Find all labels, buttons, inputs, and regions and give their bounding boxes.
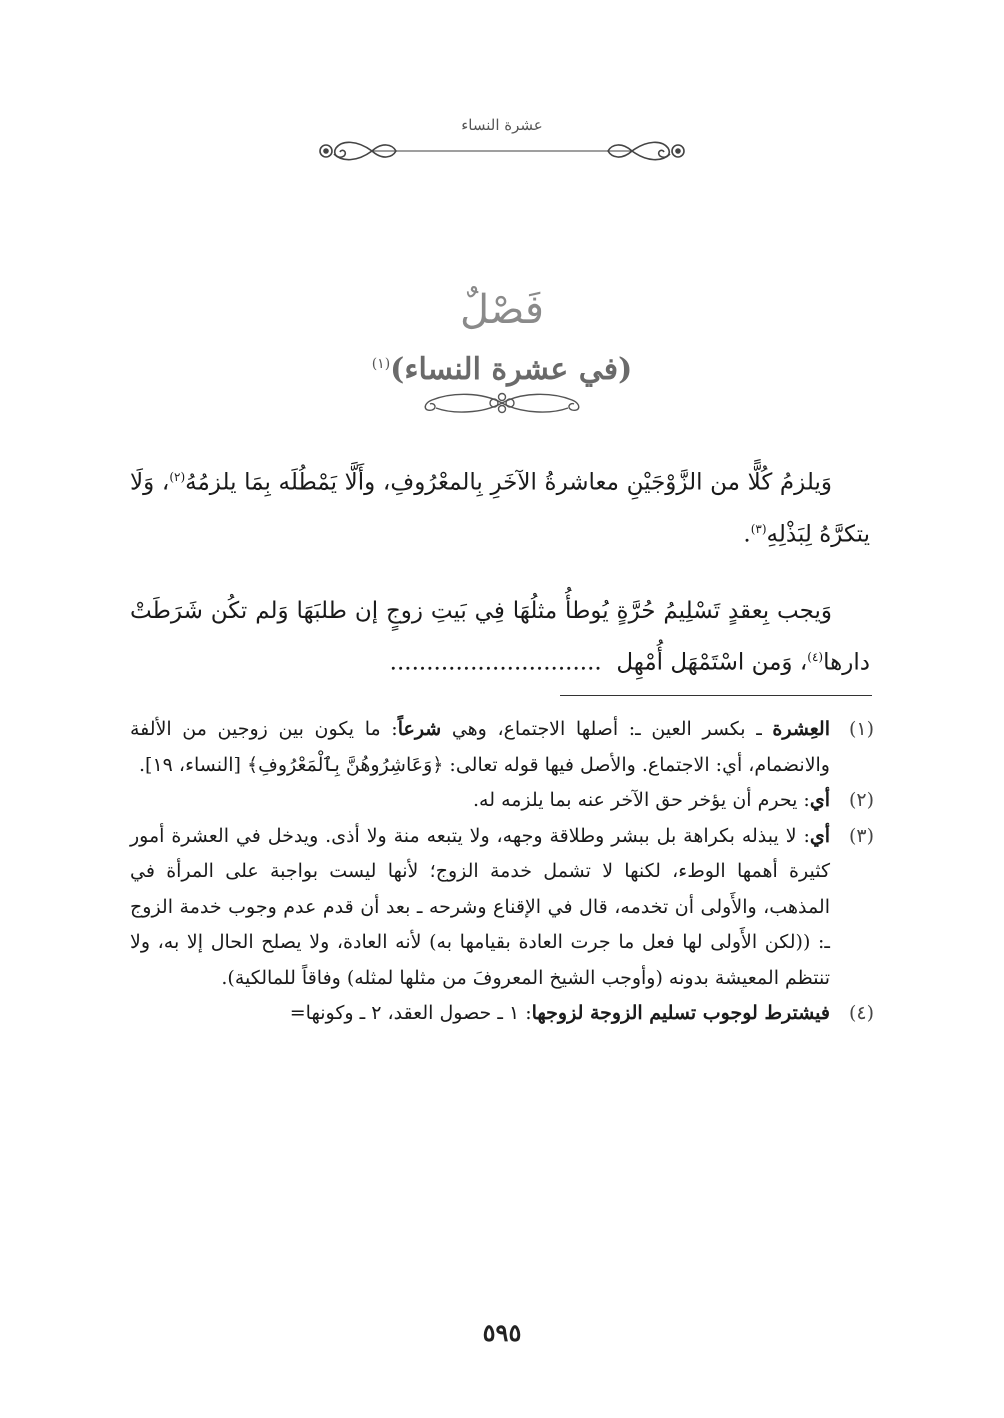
continuation-dots: .............................	[389, 649, 602, 676]
section-subtitle-text: (في عشرة النساء)	[390, 352, 633, 387]
footnote-4	[130, 996, 874, 1032]
footnote-body: : لا يبذله بكراهة بل ببشر وطلاقة وجهه، ولا يتبعه منة ولا أذى. ويدخل في العشرة أمور كثيرة أهمها الوطء، لكنها لا تشمل خدمة الزوج؛ لأنها ليست بواجبة على المرأة في المذهب، والأَولى أن تخدمه، قال في الإقناع وشرحه ـ بعد أن قدم عدم وجوب خدمة الزوج ـ: ((لكن الأَولى لها فعل ما جرت العادة بقيامها به) لأنه العادة، ولا يصلح الحال إلا به، ولا تنتظم المعيشة بدونه (وأوجب الشيخ المعروفَ من مثلها لمثله) وفاقاً للمالكية).	[130, 824, 830, 989]
para2-text-b: ، وَمن اسْتَمْهَل أُمْهِل	[616, 649, 808, 676]
section-subtitle	[0, 344, 1004, 390]
footnote-ref: (٢)	[169, 470, 186, 484]
footnote-number: (٢)	[848, 789, 874, 811]
footnote-body: : ما يكون بين زوجين من الألفة والانضمام، أي: الاجتماع. والأصل فيها قوله تعالى: ﴿وَعَاشِرُوهُنَّ بِٱلْمَعْرُوفِ﴾ [النساء، ١٩].	[130, 718, 830, 776]
footnote-body: : ١ ـ حصول العقد، ٢ ـ وكونها=	[289, 1002, 532, 1024]
footnote-text	[130, 783, 830, 819]
para1-text-a: وَيلزمُ كُلًّا من الزَّوْجَيْنِ معاشرةُ الآخَرِ بِالمعْرُوفِ، وأَلَّا يَمْطُلَه بِمَا يلزمُهُ	[185, 469, 832, 496]
footnote-3	[130, 819, 874, 997]
footnote-1	[130, 712, 874, 783]
footnote-2	[130, 783, 874, 819]
footnote-number: (٣)	[848, 824, 874, 847]
body-paragraph-2	[130, 588, 870, 686]
page-number: ٥٩٥	[482, 1318, 522, 1347]
para1-text-b: ، وَلَا يتكرَّهُ لِبَذْلِهِ	[130, 469, 870, 548]
title-ornament	[412, 388, 592, 418]
footnote-term: العِشرة	[772, 718, 830, 740]
footnote-term: أي	[809, 824, 830, 847]
running-header: عشرة النساء	[461, 116, 543, 134]
footnote-number: (١)	[848, 718, 874, 740]
para1-text-c: .	[743, 521, 751, 548]
footnote-text	[130, 819, 830, 997]
footnote-body: : يحرم أن يؤخر حق الآخر عنه بما يلزمه له.	[473, 789, 810, 811]
footnote-term: فيشترط لوجوب تسليم الزوجة لزوجها	[531, 1002, 830, 1024]
para2-text-a: وَيجب بِعقدٍ تَسْلِيمُ حُرَّةٍ يُوطأُ مثلُهَا فِي بَيتِ زوجٍ إن طلبَهَا وَلم تكُن شَرَطَتْ دارها	[130, 598, 870, 676]
header-ornament	[312, 132, 692, 170]
footnote-ref: (٣)	[750, 521, 767, 536]
footnote-number: (٤)	[848, 1002, 874, 1024]
footnote-term: شرعاً	[397, 718, 442, 740]
footnote-ref: (١)	[371, 356, 391, 372]
footnote-text	[130, 996, 830, 1032]
footnote-ref: (٤)	[807, 650, 824, 664]
body-paragraph-1	[130, 454, 870, 557]
footnote-term: أي	[809, 789, 830, 811]
footnote-separator	[560, 695, 872, 696]
section-heading: فَصْلٌ	[459, 287, 545, 333]
footnote-body: ـ بكسر العين ـ: أصلها الاجتماع، وهي	[441, 718, 773, 740]
footnote-text	[130, 712, 830, 783]
footnotes	[130, 712, 874, 1032]
